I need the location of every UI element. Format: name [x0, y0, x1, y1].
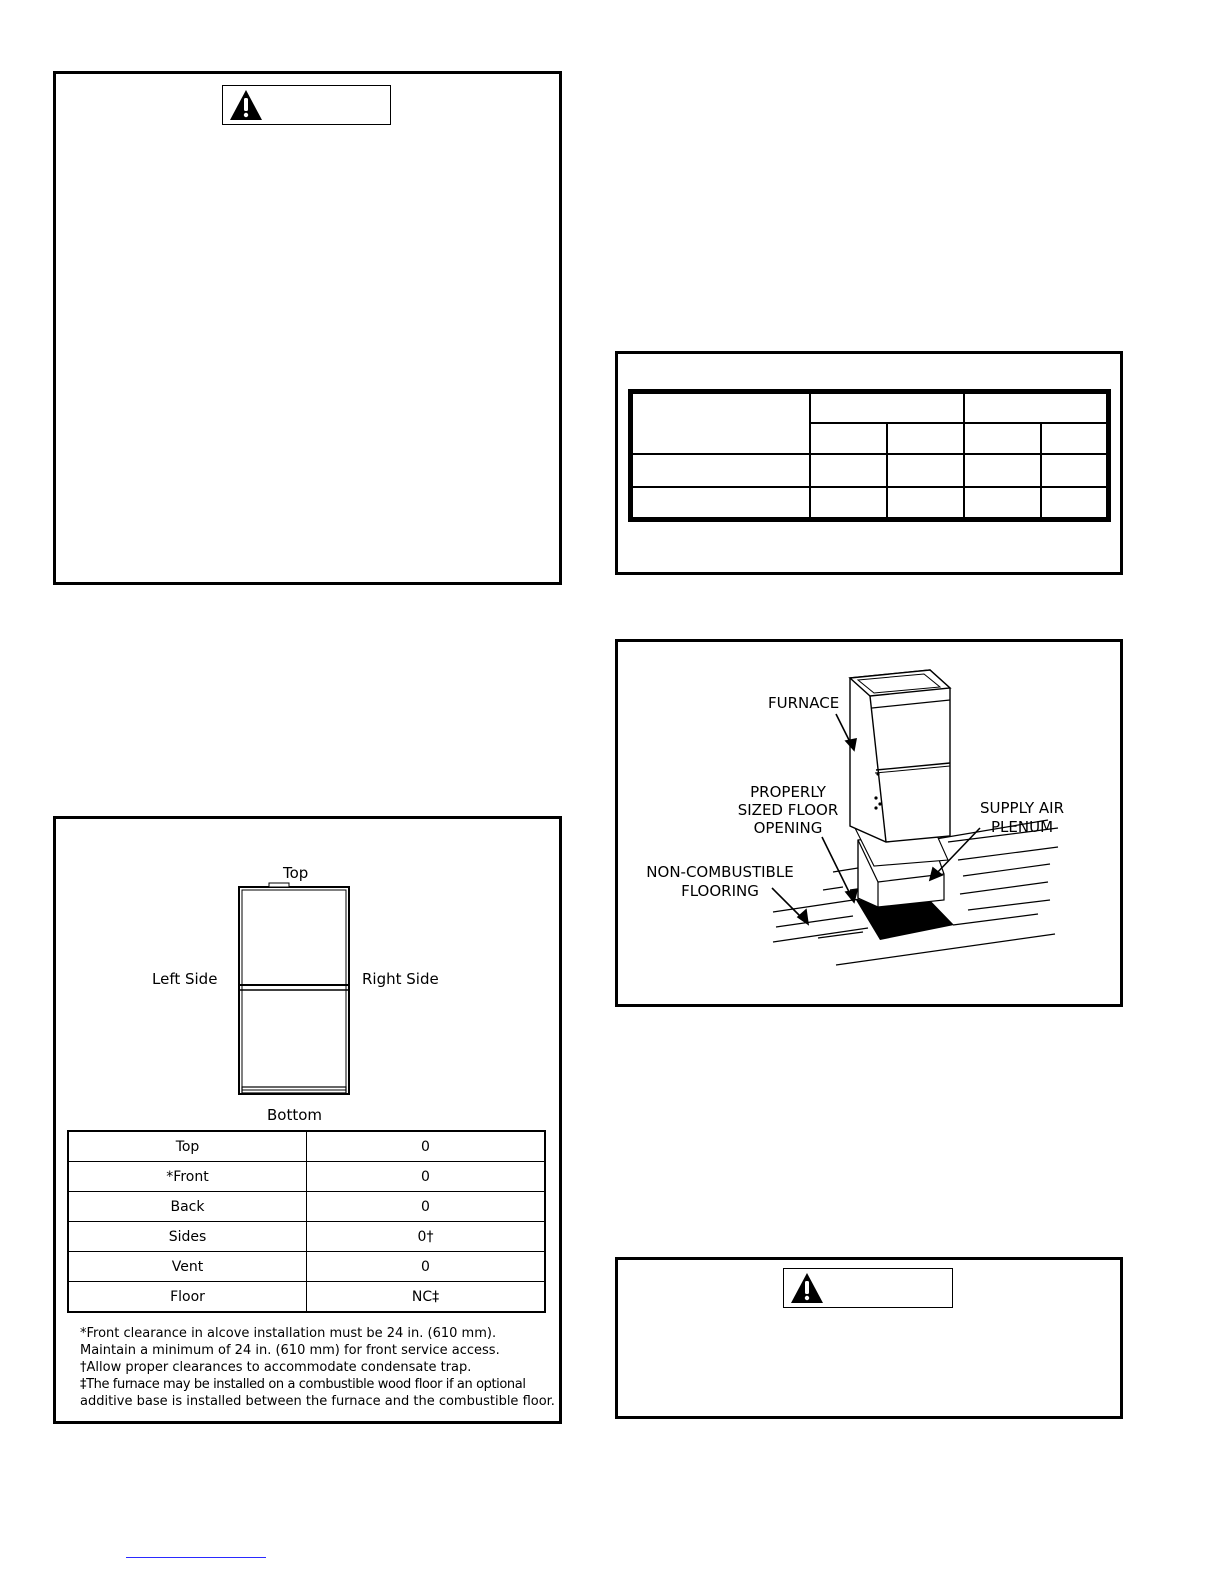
- location-cell: Vent: [68, 1252, 307, 1282]
- value-cell: 0†: [307, 1222, 546, 1252]
- floor-opening-line: OPENING: [753, 819, 823, 837]
- note-line: ‡The furnace may be installed on a combustible wood floor if an optional: [80, 1377, 526, 1392]
- dimensions-table-box: [615, 351, 1123, 575]
- table-cell: [887, 487, 964, 520]
- warning-triangle-icon: [229, 89, 263, 121]
- flooring-line: FLOORING: [681, 882, 759, 900]
- clearance-notes: [80, 1325, 555, 1410]
- clearance-table: [67, 1130, 546, 1313]
- floor-opening-line: PROPERLY: [750, 783, 826, 801]
- table-header-cell: [964, 392, 1109, 423]
- table-cell: [810, 423, 887, 454]
- dimensions-table: [628, 389, 1111, 522]
- table-cell: [1041, 454, 1109, 487]
- value-cell: NC‡: [307, 1282, 546, 1313]
- flooring-line: NON-COMBUSTIBLE: [646, 863, 794, 881]
- warning-label: [783, 1268, 953, 1308]
- note-line: †Allow proper clearances to accommodate condensate trap.: [80, 1360, 472, 1375]
- table-cell: [887, 423, 964, 454]
- location-cell: Floor: [68, 1282, 307, 1313]
- value-cell: 0: [307, 1131, 546, 1162]
- supply-plenum-label: [970, 799, 1074, 837]
- table-row: [68, 1162, 545, 1192]
- floor-installation-figure: [615, 639, 1123, 1007]
- table-header-cell: [631, 392, 811, 455]
- note-line: Maintain a minimum of 24 in. (610 mm) for front service access.: [80, 1343, 500, 1358]
- table-cell: [964, 487, 1041, 520]
- top-label: Top: [283, 864, 309, 882]
- table-row: [68, 1282, 545, 1313]
- table-row: [68, 1192, 545, 1222]
- value-cell: 0: [307, 1252, 546, 1282]
- location-cell: Back: [68, 1192, 307, 1222]
- table-cell: [810, 487, 887, 520]
- flooring-label: [640, 863, 800, 901]
- table-cell: [1041, 487, 1109, 520]
- left-side-label: Left Side: [152, 970, 218, 988]
- location-cell: *Front: [68, 1162, 307, 1192]
- furnace-label: FURNACE: [768, 694, 840, 712]
- floor-opening-label: [728, 783, 848, 837]
- note-line: *Front clearance in alcove installation must be 24 in. (610 mm).: [80, 1326, 497, 1341]
- supply-plenum-line: PLENUM: [990, 818, 1054, 836]
- right-side-label: Right Side: [362, 970, 439, 988]
- table-cell: [1041, 423, 1109, 454]
- location-cell: Sides: [68, 1222, 307, 1252]
- table-cell: [631, 454, 811, 487]
- table-row: [68, 1252, 545, 1282]
- floor-opening-line: SIZED FLOOR: [737, 801, 839, 819]
- warning-label: [222, 85, 391, 125]
- table-row: [68, 1131, 545, 1162]
- value-cell: 0: [307, 1162, 546, 1192]
- warning-box-bottom: [615, 1257, 1123, 1419]
- table-cell: [964, 423, 1041, 454]
- warning-box-top: [53, 71, 562, 585]
- clearance-figure: [53, 816, 562, 1424]
- note-line: additive base is installed between the furnace and the combustible floor.: [80, 1394, 555, 1409]
- footer-link-underline[interactable]: [126, 1557, 266, 1558]
- supply-plenum-line: SUPPLY AIR: [980, 799, 1064, 817]
- table-cell: [631, 487, 811, 520]
- table-header-cell: [810, 392, 964, 423]
- table-row: [68, 1222, 545, 1252]
- table-cell: [810, 454, 887, 487]
- table-cell: [887, 454, 964, 487]
- warning-triangle-icon: [790, 1272, 824, 1304]
- value-cell: 0: [307, 1192, 546, 1222]
- furnace-front-view: [56, 819, 559, 1109]
- table-cell: [964, 454, 1041, 487]
- bottom-label: Bottom: [267, 1106, 323, 1124]
- location-cell: Top: [68, 1131, 307, 1162]
